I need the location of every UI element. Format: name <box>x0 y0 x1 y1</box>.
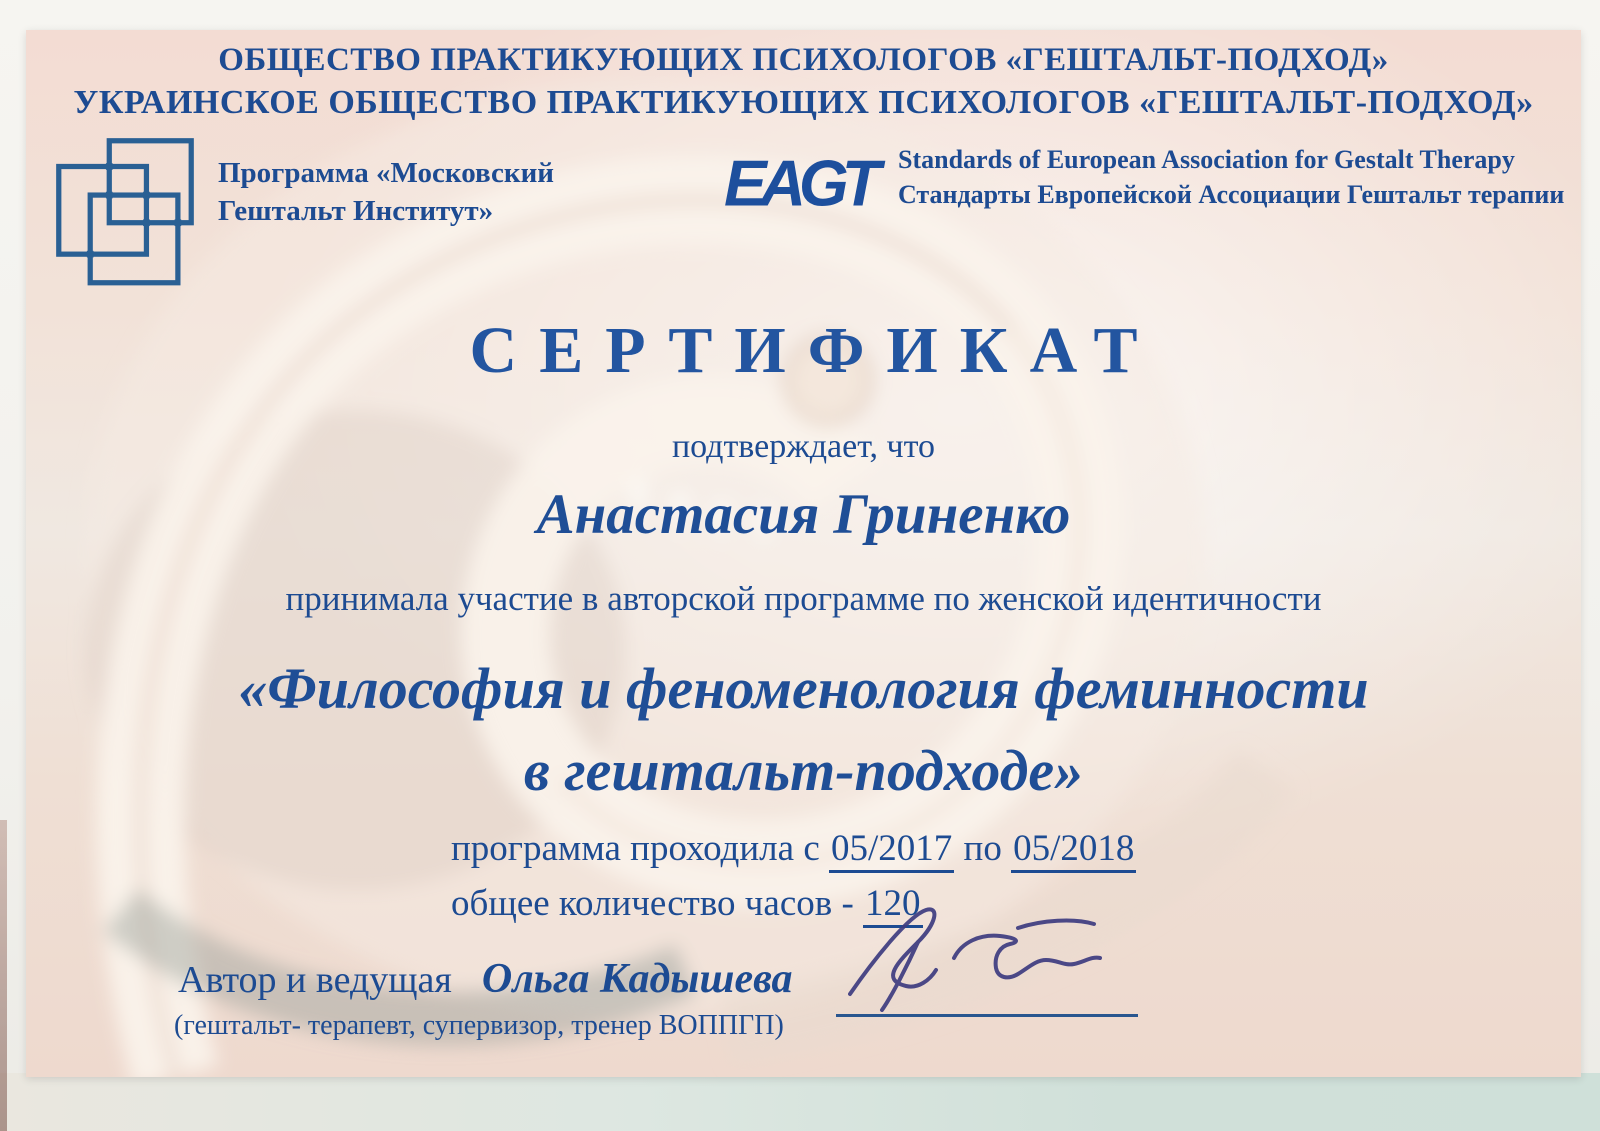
org-line-1: ОБЩЕСТВО ПРАКТИКУЮЩИХ ПСИХОЛОГОВ «ГЕШТАЛЬТ-ПОДХОД» <box>218 42 1389 78</box>
hours-value: 120 <box>863 883 923 928</box>
date-from: 05/2017 <box>829 828 954 873</box>
dates-prefix: программа проходила с <box>451 828 829 869</box>
date-to: 05/2018 <box>1011 828 1136 873</box>
eagt-line-ru: Стандарты Европейской Ассоциации Гештальт терапии <box>898 180 1565 210</box>
program-title-line-1: «Философия и феноменология феминности <box>238 656 1369 721</box>
dates-middle: по <box>954 828 1012 869</box>
certificate-title: СЕРТИФИКАТ <box>469 314 1160 387</box>
author-name: Ольга Кадышева <box>481 956 793 1002</box>
author-label: Автор и ведущая <box>178 959 452 1001</box>
participation-text: принимала участие в авторской программе по женской идентичности <box>285 579 1322 618</box>
program-title-line-2: в гештальт-подходе» <box>523 738 1084 804</box>
table-surface <box>0 1073 1600 1131</box>
photo-left-edge <box>0 820 7 1131</box>
program-dates-line <box>451 825 1136 873</box>
eagt-logo: EAGT <box>724 146 874 220</box>
certificate-paper <box>26 30 1581 1077</box>
organization-header <box>26 42 1581 122</box>
certificate-content <box>26 30 1581 1077</box>
eagt-line-en: Standards of European Association for Gestalt Therapy <box>898 145 1515 174</box>
mgi-program-text <box>218 154 554 231</box>
mgi-line-1: Программа «Московский <box>218 157 555 189</box>
certificate-holder-name: Анастасия Гриненко <box>536 483 1071 546</box>
mgi-line-2: Гештальт Институт» <box>218 195 494 228</box>
mgi-squares-logo-icon <box>54 136 216 298</box>
eagt-standards-text <box>898 142 1564 212</box>
org-line-2: УКРАИНСКОЕ ОБЩЕСТВО ПРАКТИКУЮЩИХ ПСИХОЛОГОВ «ГЕШТАЛЬТ-ПОДХОД» <box>73 84 1534 121</box>
author-row <box>178 955 793 1003</box>
author-credentials: (гештальт- терапевт, супервизор, тренер ВОППГП) <box>174 1010 784 1041</box>
signature-icon <box>822 898 1132 1018</box>
confirms-text: подтверждает, что <box>671 428 936 465</box>
hours-prefix: общее количество часов - <box>451 883 864 925</box>
program-title <box>26 648 1581 813</box>
